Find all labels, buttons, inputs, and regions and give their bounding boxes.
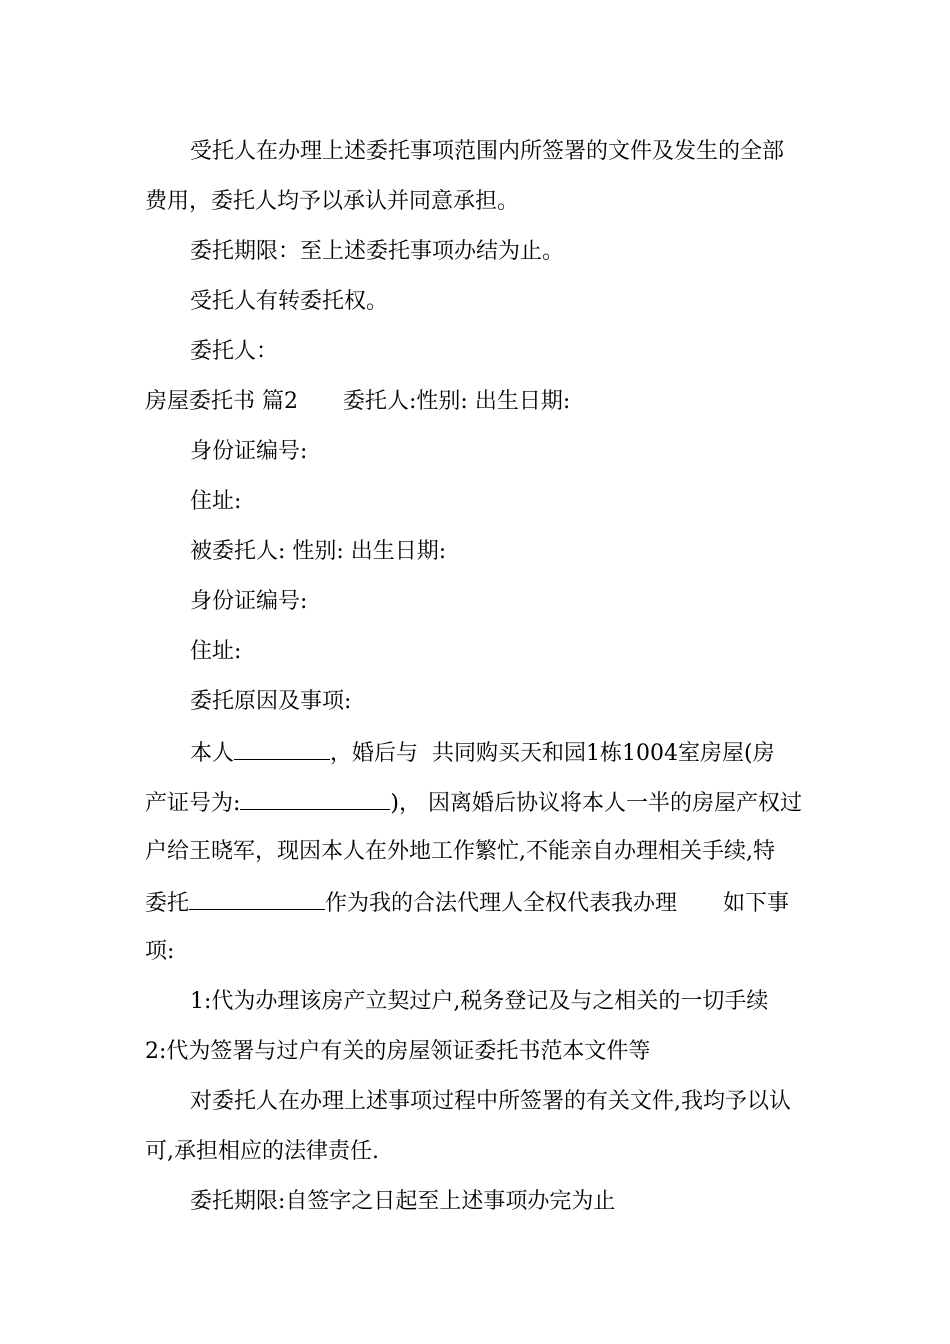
name-blank bbox=[234, 737, 330, 760]
paragraph-principal-label: 委托人： bbox=[190, 339, 279, 364]
body-text: 作为我的合法代理人全权代表我办理 bbox=[325, 891, 678, 916]
principal-info-line: 委托人:性别: 出生日期: bbox=[343, 389, 571, 414]
agent-name-blank bbox=[189, 887, 325, 910]
section-heading-line bbox=[145, 387, 570, 417]
body-line-4 bbox=[145, 887, 789, 917]
body-text: )， 因离婚后协议将本人一半的房屋产权过 bbox=[390, 791, 802, 816]
certificate-number-blank bbox=[240, 787, 390, 810]
section-title: 房屋委托书 篇2 bbox=[145, 389, 298, 414]
trustee-address: 住址: bbox=[190, 639, 242, 664]
trustee-id-number: 身份证编号: bbox=[190, 589, 308, 614]
body-line-1 bbox=[190, 737, 775, 767]
body-line-5: 项: bbox=[145, 939, 175, 964]
body-text: 本人 bbox=[190, 741, 235, 766]
trustee-info-line: 被委托人: 性别: 出生日期: bbox=[190, 539, 447, 564]
item-1: 1:代为办理该房产立契过户,税务登记及与之相关的一切手续 bbox=[190, 989, 769, 1014]
reason-heading: 委托原因及事项: bbox=[190, 689, 352, 714]
item-2: 2:代为签署与过户有关的房屋领证委托书范本文件等 bbox=[145, 1039, 651, 1064]
body-text: 如下事 bbox=[723, 891, 790, 916]
paragraph-costs-line-2: 费用，委托人均予以承认并同意承担。 bbox=[145, 189, 520, 214]
principal-address: 住址: bbox=[190, 489, 242, 514]
acknowledgement-line-2: 可,承担相应的法律责任. bbox=[145, 1139, 379, 1164]
body-line-2 bbox=[145, 787, 802, 817]
body-line-3: 户给王晓军，现因本人在外地工作繁忙,不能亲自办理相关手续,特 bbox=[145, 839, 775, 864]
paragraph-sub-delegation: 受托人有转委托权。 bbox=[190, 289, 389, 314]
body-text: 委托 bbox=[145, 891, 190, 916]
body-text: ，婚后与 共同购买天和园1栋1004室房屋(房 bbox=[330, 741, 775, 766]
entrustment-term: 委托期限:自签字之日起至上述事项办完为止 bbox=[190, 1189, 616, 1214]
acknowledgement-line-1: 对委托人在办理上述事项过程中所签署的有关文件,我均予以认 bbox=[190, 1089, 791, 1114]
paragraph-costs-line-1: 受托人在办理上述委托事项范围内所签署的文件及发生的全部 bbox=[190, 139, 785, 164]
principal-id-number: 身份证编号: bbox=[190, 439, 308, 464]
body-text: 产证号为: bbox=[145, 791, 241, 816]
paragraph-term: 委托期限：至上述委托事项办结为止。 bbox=[190, 239, 565, 264]
